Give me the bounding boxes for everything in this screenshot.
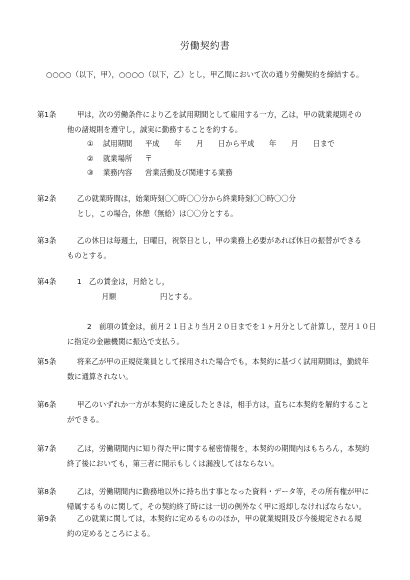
item-label: 試用期間	[103, 139, 133, 148]
article-heading: 第6条	[37, 400, 57, 409]
intro-paragraph: ○○○○（以下，甲），○○○○（以下，乙）とし，甲乙間において次の通り労働契約を締結する。	[46, 70, 364, 79]
article-line: 他の諸規則を遵守し，誠実に勤務することを約する。	[67, 124, 243, 134]
list-item	[87, 137, 387, 152]
article-heading: 第8条	[37, 487, 57, 496]
article-line: 乙の就業に関しては，本契約に定めるもののほか，甲の就業規則及び今後規定される規	[77, 514, 362, 523]
item-number: ①	[87, 139, 94, 148]
article-line: 将来乙が甲の正規従業員として採用された場合でも，本契約に基づく試用期間は，勤続年	[77, 357, 369, 366]
item-label: 就業場所	[103, 153, 133, 163]
article-line: とし，この場合，休憩（無給）は〇〇分とする。	[77, 208, 238, 218]
article-line: 乙は，労働期間内に勤務地以外に持ち出す事となった資料・データ等，その所有権が甲に	[77, 487, 369, 496]
list-item	[87, 152, 387, 167]
article-heading: 第1条	[37, 110, 57, 119]
item-number: ③	[87, 168, 94, 177]
item-label: 業務内容	[103, 168, 133, 177]
article-8	[37, 485, 387, 514]
item-value: 平成 年 月 日から平成 年 月 日まで	[145, 139, 335, 148]
article-line: 2 前項の賃金は，前月２１日より当月２０日までを１ヶ月分として計算し，翌月１０日	[87, 322, 377, 331]
article-line: 約の定めるところによる。	[67, 528, 155, 538]
article-line: 帰属するものに関して，その契約終了時には一切の例外なく甲に返却しなければならない。	[67, 501, 367, 511]
article-heading: 第2条	[37, 194, 57, 203]
article-line: 乙の就業時間は，始業時刻〇〇時〇〇分から終業時刻〇〇時〇〇分	[77, 194, 296, 203]
document-title: 労働契約書	[179, 41, 230, 52]
article-line: 終了後においても，第三者に開示もしくは漏洩してはならない。	[67, 458, 279, 468]
article-line: 甲は，次の労働条件により乙を試用期間として雇用する一方，乙は，甲の就業規則その	[77, 110, 362, 119]
article-heading: 第5条	[37, 357, 57, 366]
article-4	[37, 275, 387, 349]
article-line: 1 乙の賃金は，月給とし，	[77, 277, 170, 286]
article-line: ができる。	[67, 414, 104, 424]
item-value: 営業活動及び関連する業務	[145, 168, 233, 177]
article-line: 月額 円とする。	[87, 291, 197, 301]
article-line: に指定の金融機関に振込で支払う。	[67, 336, 184, 346]
article-1	[37, 108, 387, 181]
item-number: ②	[87, 153, 94, 163]
article-9	[37, 512, 387, 541]
article-6	[37, 398, 387, 427]
article-7	[37, 442, 387, 471]
article-line: ものとする。	[67, 250, 111, 260]
article-2	[37, 192, 387, 221]
article-heading: 第4条	[37, 277, 57, 286]
article-line: 数に通算されない。	[67, 371, 133, 381]
article-line: 乙は，労働期間内に知り得た甲に関する秘密情報を，本契約の期間内はもちろん，本契約	[77, 444, 370, 453]
article-heading: 第7条	[37, 444, 57, 453]
list-item	[87, 166, 387, 181]
article-3	[37, 234, 387, 263]
article-heading: 第3条	[37, 236, 57, 245]
article-line: 甲乙のいずれか一方が本契約に違反したときは，相手方は，直ちに本契約を解約すること	[77, 400, 369, 409]
article-line: 乙の休日は毎週土，日曜日，祝祭日とし，甲の業務上必要があれば休日の振替ができる	[77, 236, 362, 245]
item-value: 〒	[145, 153, 153, 163]
article-5	[37, 355, 387, 384]
article-heading: 第9条	[37, 514, 57, 523]
